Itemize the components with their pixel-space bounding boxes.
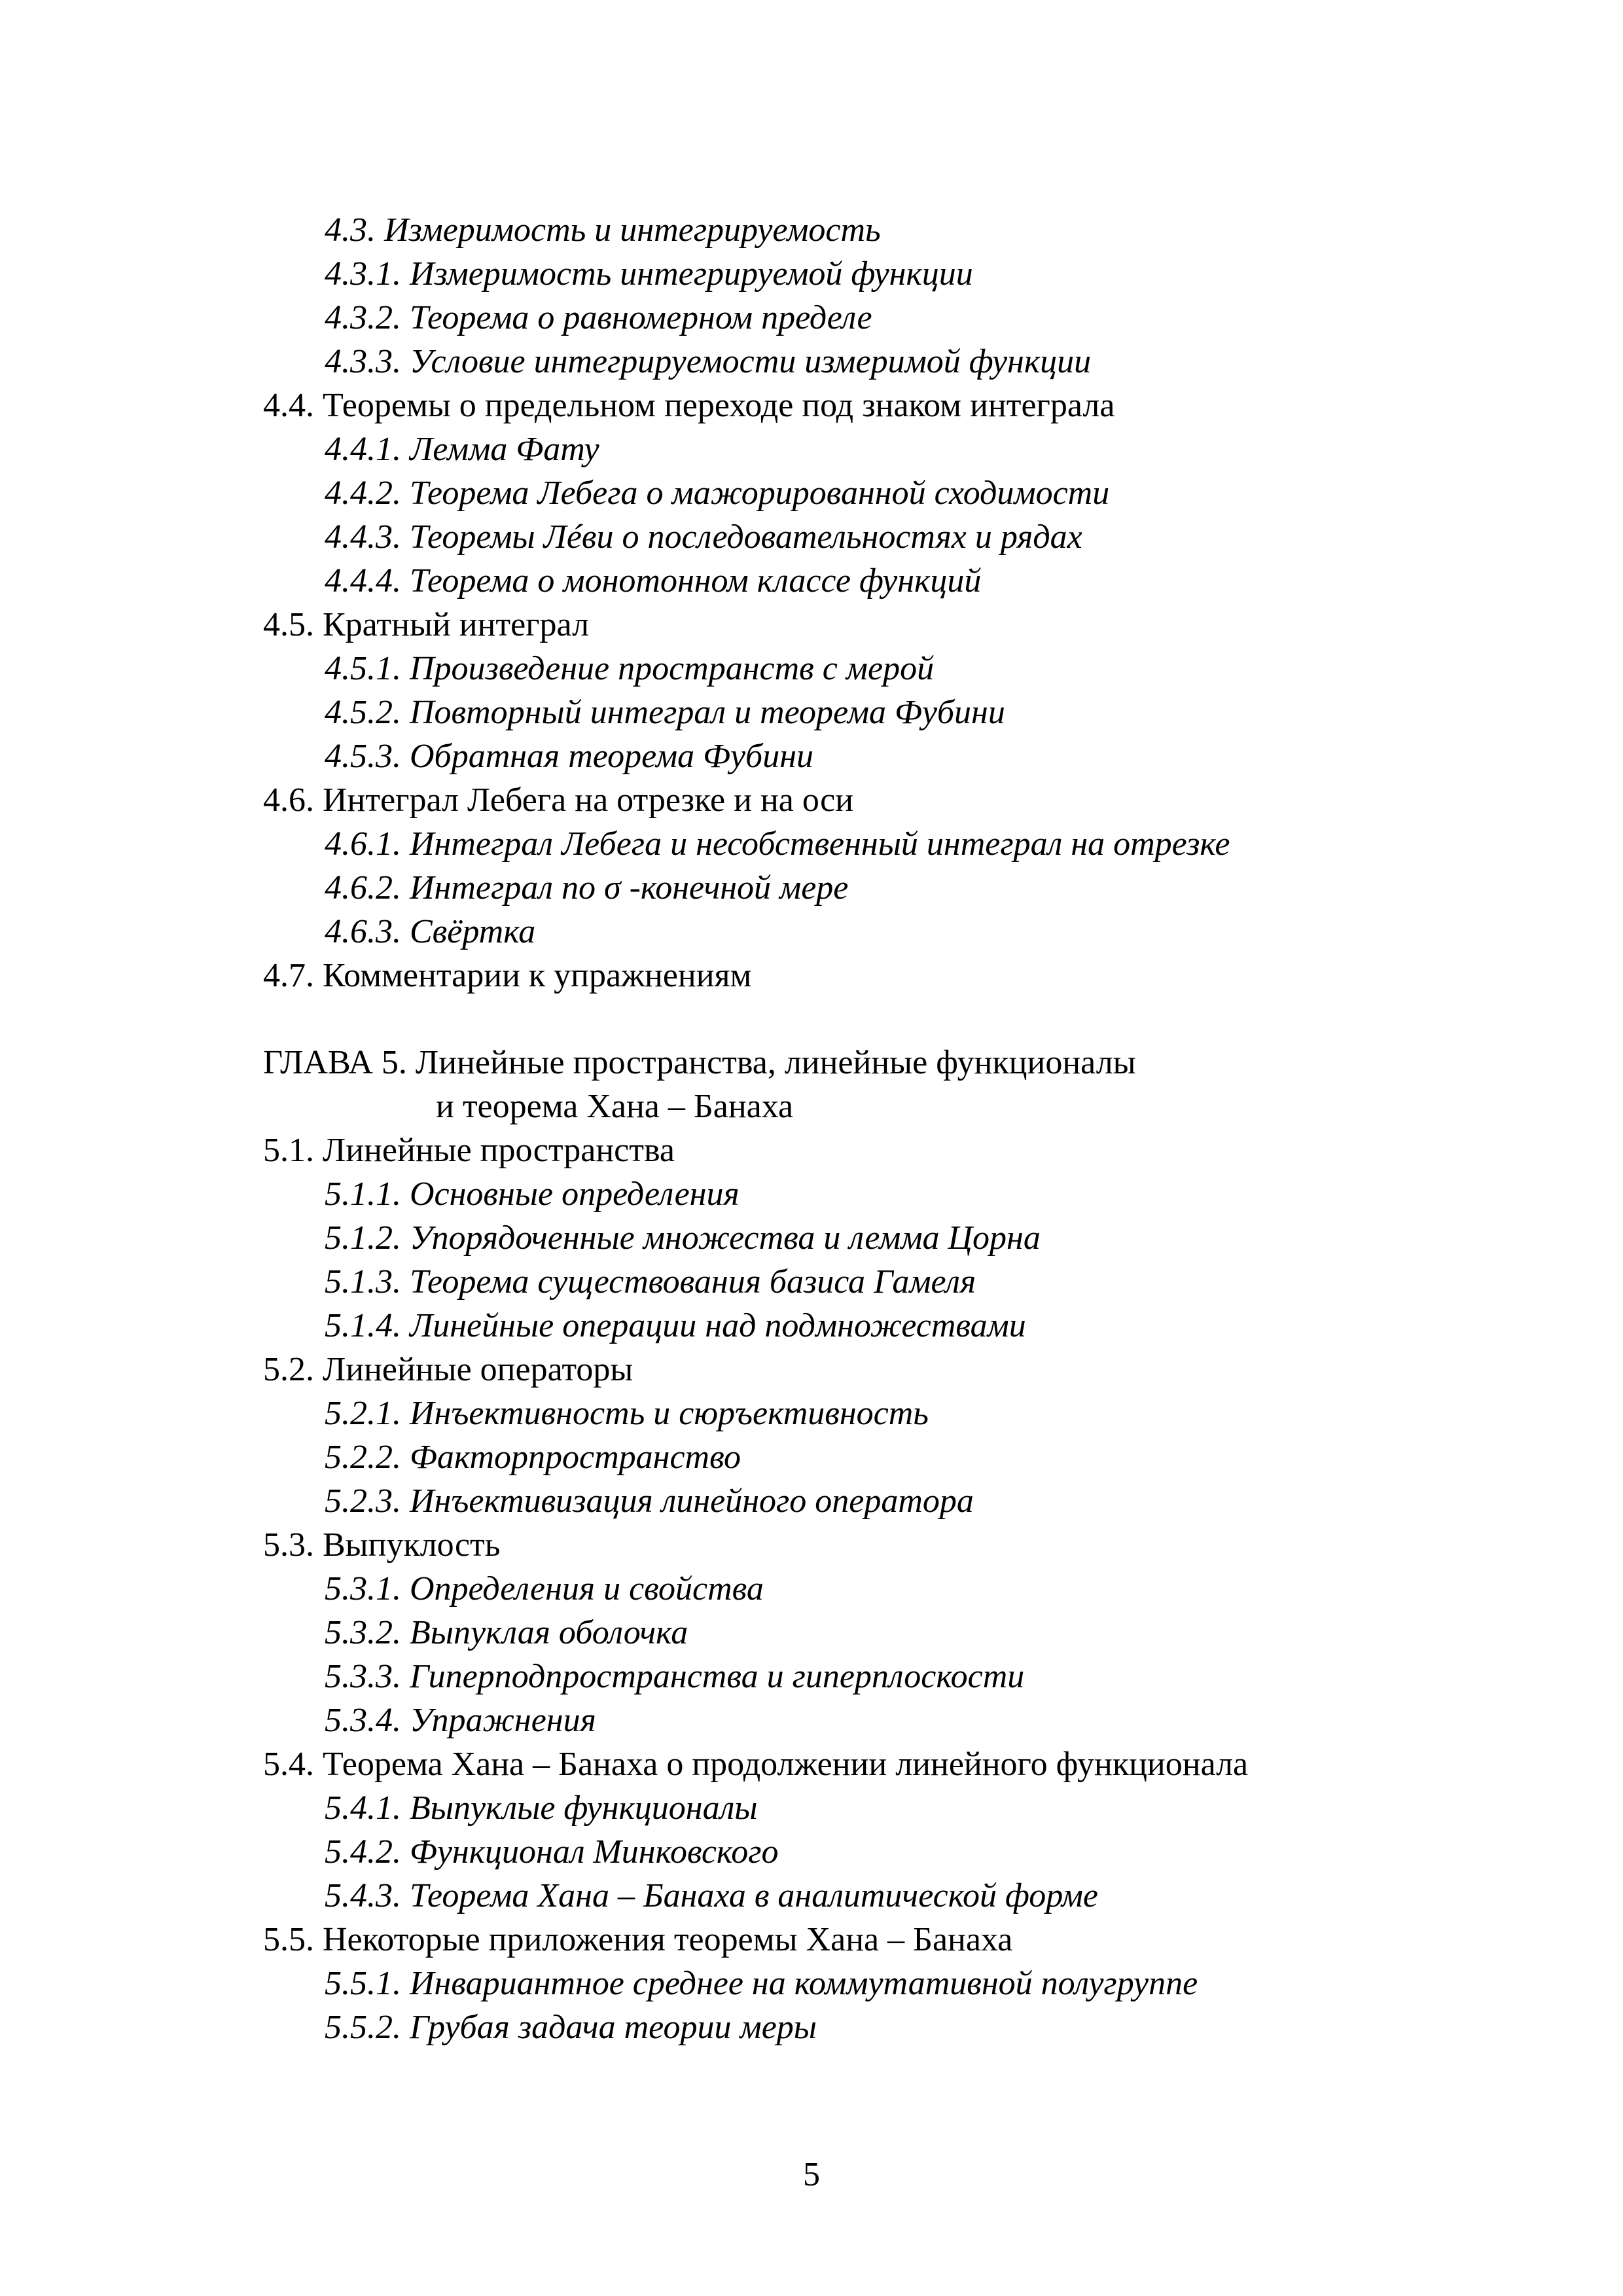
toc-subsection-5-1-3: 5.1.3. Теорема существования базиса Гамеля: [325, 1263, 976, 1300]
toc-subsection-4-3-1: 4.3.1. Измеримость интегрируемой функции: [325, 255, 973, 293]
toc-section-4-6: 4.6. Интеграл Лебега на отрезке и на оси: [263, 781, 854, 819]
toc-subsection-5-4-1: 5.4.1. Выпуклые функционалы: [325, 1789, 758, 1827]
chapter-5-title-line-2: и теорема Хана – Банаха: [436, 1088, 794, 1125]
toc-subsection-5-3-4: 5.3.4. Упражнения: [325, 1702, 596, 1739]
toc-subsection-5-3-2: 5.3.2. Выпуклая оболочка: [325, 1614, 688, 1651]
toc-subsection-5-1-1: 5.1.1. Основные определения: [325, 1175, 740, 1213]
toc-section-5-1: 5.1. Линейные пространства: [263, 1132, 675, 1169]
toc-subsection-5-4-3: 5.4.3. Теорема Хана – Банаха в аналитической форме: [325, 1877, 1098, 1914]
toc-subsection-4-4-4: 4.4.4. Теорема о монотонном классе функций: [325, 562, 982, 600]
toc-section-5-4: 5.4. Теорема Хана – Банаха о продолжении линейного функционала: [263, 1746, 1249, 1783]
toc-section-4-7: 4.7. Комментарии к упражнениям: [263, 957, 752, 994]
toc-section-4-5: 4.5. Кратный интеграл: [263, 606, 590, 643]
toc-section-5-5: 5.5. Некоторые приложения теоремы Хана – Банаха: [263, 1921, 1013, 1958]
toc-subsection-4-5-1: 4.5.1. Произведение пространств с мерой: [325, 650, 935, 687]
toc-subsection-4-6-2: 4.6.2. Интеграл по σ -конечной мере: [325, 869, 849, 906]
toc-subsection-5-2-1: 5.2.1. Инъективность и сюръективность: [325, 1395, 929, 1432]
toc-subsection-5-1-4: 5.1.4. Линейные операции над подмножествами: [325, 1307, 1026, 1344]
toc-subsection-5-3-1: 5.3.1. Определения и свойства: [325, 1570, 764, 1607]
toc-subsection-4-6-1: 4.6.1. Интеграл Лебега и несобственный интеграл на отрезке: [325, 825, 1230, 863]
toc-subsection-5-3-3: 5.3.3. Гиперподпространства и гиперплоскости: [325, 1658, 1025, 1695]
toc-subsection-4-3: 4.3. Измеримость и интегрируемость: [325, 211, 881, 249]
toc-section-5-2: 5.2. Линейные операторы: [263, 1351, 633, 1388]
toc-subsection-5-2-2: 5.2.2. Факторпространство: [325, 1439, 741, 1476]
toc-section-5-3: 5.3. Выпуклость: [263, 1526, 501, 1564]
toc-subsection-4-3-3: 4.3.3. Условие интегрируемости измеримой функции: [325, 343, 1092, 380]
toc-subsection-4-3-2: 4.3.2. Теорема о равномерном пределе: [325, 299, 872, 336]
toc-section-4-4: 4.4. Теоремы о предельном переходе под знаком интеграла: [263, 387, 1115, 424]
toc-subsection-4-4-2: 4.4.2. Теорема Лебега о мажорированной сходимости: [325, 475, 1110, 512]
toc-subsection-4-4-3: 4.4.3. Теоремы Лéви о последовательностях и рядах: [325, 518, 1082, 556]
toc-subsection-5-1-2: 5.1.2. Упорядоченные множества и лемма Цорна: [325, 1219, 1041, 1257]
toc-subsection-4-6-3: 4.6.3. Свёртка: [325, 913, 536, 950]
toc-subsection-5-5-2: 5.5.2. Грубая задача теории меры: [325, 2009, 817, 2046]
toc-subsection-4-4-1: 4.4.1. Лемма Фату: [325, 431, 599, 468]
page-number: 5: [803, 2156, 820, 2193]
toc-subsection-5-4-2: 5.4.2. Функционал Минковского: [325, 1833, 779, 1871]
toc-subsection-5-2-3: 5.2.3. Инъективизация линейного оператора: [325, 1482, 974, 1520]
chapter-5-title-line-1: ГЛАВА 5. Линейные пространства, линейные функционалы: [263, 1044, 1136, 1081]
toc-subsection-5-5-1: 5.5.1. Инвариантное среднее на коммутативной полугруппе: [325, 1965, 1198, 2002]
toc-subsection-4-5-3: 4.5.3. Обратная теорема Фубини: [325, 738, 813, 775]
toc-subsection-4-5-2: 4.5.2. Повторный интеграл и теорема Фубини: [325, 694, 1005, 731]
